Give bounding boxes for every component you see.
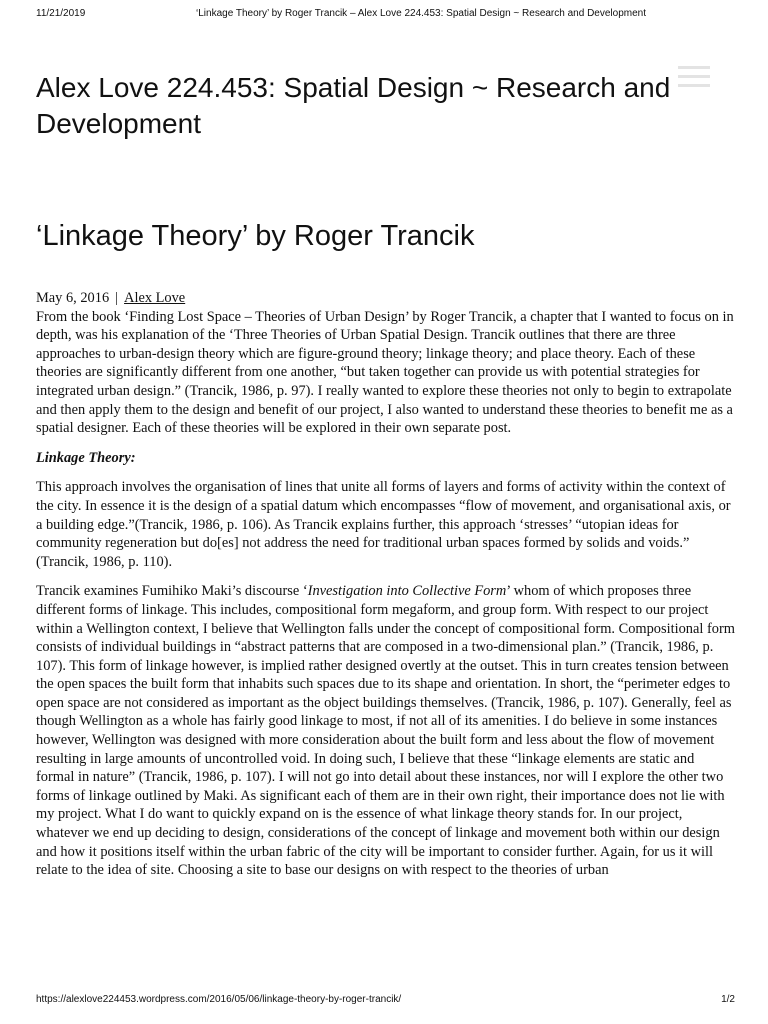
post-date: May 6, 2016 <box>36 290 110 306</box>
linkage-paragraph-1: This approach involves the organisation of lines that unite all forms of layers and forms of activity within the context of the city. In essence it is the design of a spatial datum which encompasses “flow of movement, and organisational axis, or a building edge.”(Trancik, 1986, p. 106). As Trancik explains further, this approach ‘stresses’ “utopian ideas for community regeneration but do[es] not address the need for traditional urban spaces formed by solids and voids.” (Trancik, 1986, p. 110). <box>36 479 731 570</box>
linkage-paragraph-2 <box>36 582 736 880</box>
post-meta <box>36 289 736 308</box>
menu-icon-bar <box>678 66 710 69</box>
page-number: 1/2 <box>721 994 735 1005</box>
site-title[interactable]: Alex Love 224.453: Spatial Design ~ Research and Development <box>36 72 671 139</box>
post-title: ‘Linkage Theory’ by Roger Trancik <box>36 220 475 252</box>
print-date: 11/21/2019 <box>36 8 86 19</box>
author-link[interactable]: Alex Love <box>124 290 186 306</box>
print-document-title: ‘Linkage Theory’ by Roger Trancik – Alex Love 224.453: Spatial Design ~ Research and Development <box>196 8 646 19</box>
book-title-italic: Investigation into Collective Form <box>307 583 507 600</box>
print-footer <box>0 992 768 1012</box>
para2-rest: ’ whom of which proposes three different forms of linkage. This includes, compositional form megaform, and group form. With respect to our project within a Wellington context, I believe that Wellington falls under the concept of compositional form. Compositional form consists of individual buildings in “abstract patterns that are composed in a two-dimensional plan.” (Trancik, 1986, p. 107). This form of linkage however, is implied rather designed overtly at the outset. This in turn creates tension between the open spaces the built form that inhabits such spaces due to its shape and orientation. In short, the “perimeter edges to open space are not considered as important as the object buildings themselves. (Trancik, 1986, p. 107). Generally, feel as though Wellington as a whole has fairly good linkage to most, if not all of its amenities. I do believe in some instances however, Wellington was designed with more consideration about the built form and less about the flow of movement resulting in large amounts of uncontrolled void. In doing such, I believe that these “linkage elements are static and formal in nature” (Trancik, 1986, p. 107). I will not go into detail about these instances, nor will I explore the other two forms of linkage outlined by Maki. As significant each of them are in their own right, their importance does not lie with my project. What I do want to quickly expand on is the essence of what linkage theory stands for. In our project, whatever we end up deciding to design, considerations of the concept of linkage and movement both within our design and how it positions itself within the urban fabric of the city will be important to consider further. Again, for us it will relate to the idea of site. Choosing a site to base our designs on with respect to the theories of urban <box>36 583 735 879</box>
menu-icon-bar <box>678 75 710 78</box>
para2-start: Trancik examines Fumihiko Maki’s discourse ‘ <box>36 583 308 600</box>
meta-separator: | <box>115 290 119 306</box>
intro-paragraph: From the book ‘Finding Lost Space – Theories of Urban Design’ by Roger Trancik, a chapter that I wanted to focus on in depth, was his explanation of the ‘Three Theories of Urban Spatial Design. Trancik outlines that there are three approaches to urban-design theory which are figure-ground theory; linkage theory; and place theory. Each of these theories are significantly different from one another, “but taken together can provide us with potential strategies for integrated urban design.” (Trancik, 1986, p. 97). I really wanted to explore these theories not only to begin to extrapolate and then apply them to the design and benefit of our project, I also wanted to understand these theories to benefit me as a spatial designer. Each of these theories will be explored in their own separate post. <box>36 308 734 437</box>
print-url: https://alexlove224453.wordpress.com/2016/05/06/linkage-theory-by-roger-trancik/ <box>36 994 402 1005</box>
print-header <box>0 0 768 24</box>
post-content <box>36 289 736 880</box>
hamburger-menu-icon[interactable] <box>678 66 710 88</box>
menu-icon-bar <box>678 84 710 87</box>
section-subheading: Linkage Theory: <box>36 449 136 466</box>
